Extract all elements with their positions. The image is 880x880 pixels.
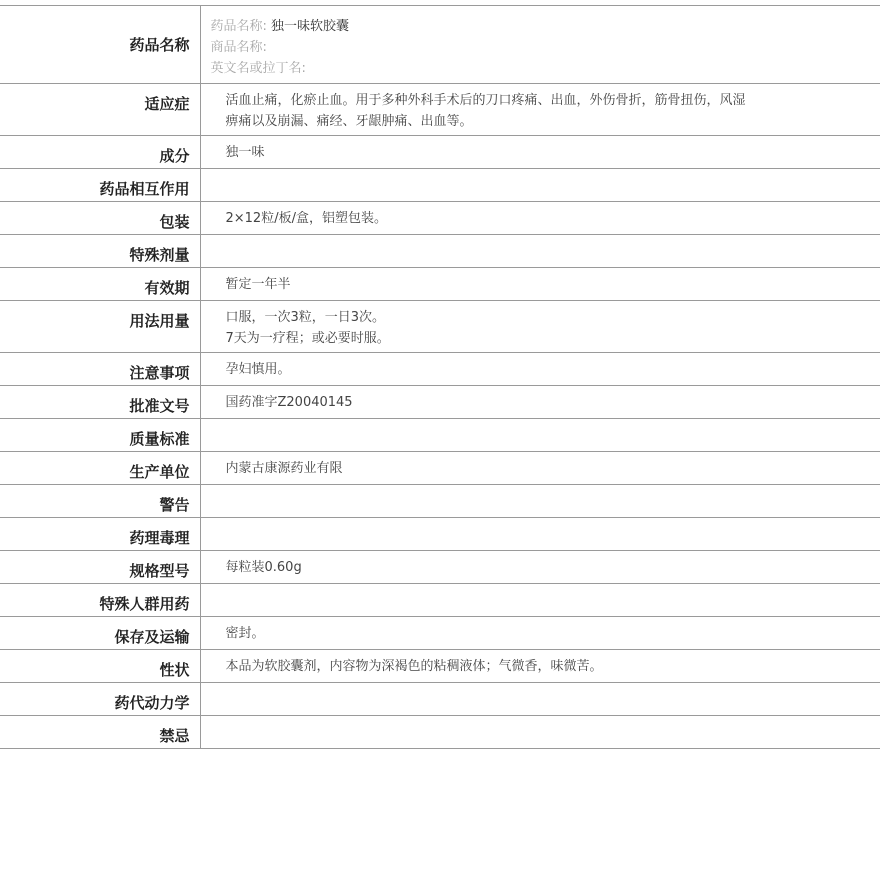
- row-value: [200, 617, 880, 650]
- drug-name-prefix: 药品名称:: [210, 19, 267, 34]
- table-row: [0, 419, 880, 452]
- row-label: 药理毒理: [0, 518, 200, 551]
- row-label: 保存及运输: [0, 617, 200, 650]
- table-row: [0, 235, 880, 268]
- row-label: 禁忌: [0, 716, 200, 749]
- drug-info-table: [0, 5, 880, 749]
- table-row: [0, 551, 880, 584]
- table-row: [0, 353, 880, 386]
- trade-name-prefix: 商品名称:: [210, 40, 267, 55]
- table-row: [0, 386, 880, 419]
- row-label: 警告: [0, 485, 200, 518]
- row-value: [200, 235, 880, 268]
- row-label: 适应症: [0, 84, 200, 136]
- row-label: 注意事项: [0, 353, 200, 386]
- row-value: [200, 683, 880, 716]
- table-row: [0, 716, 880, 749]
- row-value: [200, 386, 880, 419]
- value-line: 内蒙古康源药业有限: [225, 461, 343, 476]
- row-label: 药品相互作用: [0, 169, 200, 202]
- row-value: [200, 551, 880, 584]
- value-line: 活血止痛，化瘀止血。用于多种外科手术后的刀口疼痛、出血，外伤骨折，筋骨扭伤，风湿: [225, 93, 746, 108]
- value-line: 每粒装0.60g: [225, 560, 302, 575]
- row-label: 质量标准: [0, 419, 200, 452]
- value-line: 2×12粒/板/盒，铝塑包装。: [225, 211, 387, 226]
- table-row: [0, 301, 880, 353]
- row-value: [200, 202, 880, 235]
- row-value: [200, 716, 880, 749]
- value-line: 痹痛以及崩漏、痛经、牙龈肿痛、出血等。: [225, 114, 473, 129]
- row-value: [200, 518, 880, 551]
- row-value: [200, 353, 880, 386]
- row-label: 批准文号: [0, 386, 200, 419]
- table-row: [0, 169, 880, 202]
- table-row: [0, 202, 880, 235]
- row-label: 生产单位: [0, 452, 200, 485]
- table-row: [0, 268, 880, 301]
- row-label: 性状: [0, 650, 200, 683]
- row-value: [200, 84, 880, 136]
- value-line: 7天为一疗程；或必要时服。: [225, 331, 390, 346]
- table-row: [0, 518, 880, 551]
- table-row: [0, 84, 880, 136]
- table-row: [0, 136, 880, 169]
- value-line: 密封。: [225, 626, 265, 641]
- row-value: [200, 419, 880, 452]
- row-value: [200, 584, 880, 617]
- row-label: 包装: [0, 202, 200, 235]
- row-drug-name: [0, 6, 880, 84]
- row-label: 成分: [0, 136, 200, 169]
- english-name-prefix: 英文名或拉丁名:: [210, 61, 306, 76]
- row-value: [200, 650, 880, 683]
- value-line: 孕妇慎用。: [225, 362, 291, 377]
- value-line: 国药准字Z20040145: [225, 395, 353, 410]
- row-value: [200, 452, 880, 485]
- row-value: [200, 301, 880, 353]
- value-line: 独一味: [225, 145, 265, 160]
- row-value: [200, 268, 880, 301]
- row-label: 特殊人群用药: [0, 584, 200, 617]
- value-line: 本品为软胶囊剂，内容物为深褐色的粘稠液体；气微香，味微苦。: [225, 659, 603, 674]
- row-label: 有效期: [0, 268, 200, 301]
- row-value: [200, 485, 880, 518]
- drug-name-line: [211, 16, 880, 37]
- table-row: [0, 683, 880, 716]
- row-value: [200, 169, 880, 202]
- value-line: 口服，一次3粒，一日3次。: [225, 310, 386, 325]
- row-label: 药代动力学: [0, 683, 200, 716]
- table-row: [0, 452, 880, 485]
- row-label: 特殊剂量: [0, 235, 200, 268]
- value-line: 暂定一年半: [225, 277, 291, 292]
- row-value: [200, 6, 880, 84]
- table-row: [0, 650, 880, 683]
- row-value: [200, 136, 880, 169]
- row-label: 药品名称: [0, 6, 200, 84]
- table-row: [0, 584, 880, 617]
- row-label: 规格型号: [0, 551, 200, 584]
- table-row: [0, 617, 880, 650]
- drug-name-value: 独一味软胶囊: [271, 19, 350, 34]
- row-label: 用法用量: [0, 301, 200, 353]
- table-row: [0, 485, 880, 518]
